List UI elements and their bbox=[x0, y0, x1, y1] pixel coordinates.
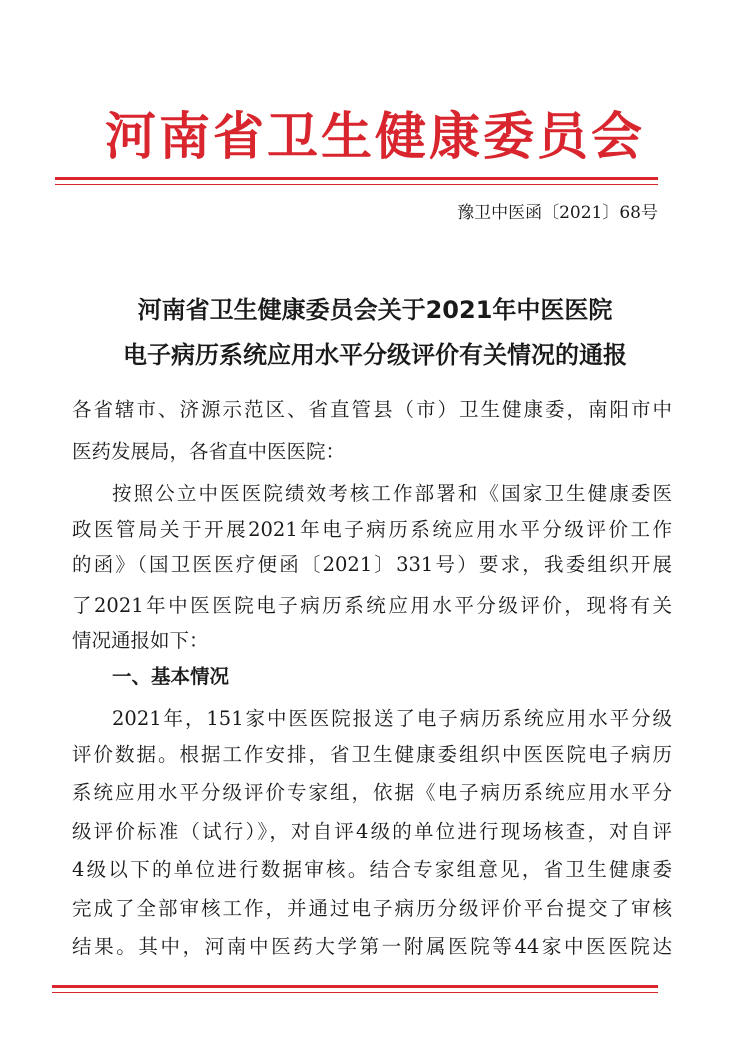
paragraph-line: 评价数据。根据工作安排，省卫生健康委组织中医医院电子病历 bbox=[72, 743, 672, 766]
section-heading: 一、基本情况 bbox=[112, 665, 230, 688]
paragraph-line: 系统应用水平分级评价专家组，依据《电子病历系统应用水平分 bbox=[72, 781, 672, 804]
paragraph-line: 2021年，151家中医医院报送了电子病历系统应用水平分级 bbox=[112, 707, 672, 730]
document-title-line-1: 河南省卫生健康委员会关于2021年中医医院 bbox=[137, 296, 613, 324]
issuer-masthead: 河南省卫生健康委员会 bbox=[104, 108, 645, 167]
paragraph-line: 完成了全部审核工作，并通过电子病历分级评价平台提交了审核 bbox=[72, 897, 672, 920]
paragraph-line: 级评价标准（试行）》，对自评4级的单位进行现场核查，对自评 bbox=[72, 820, 672, 843]
paragraph-line: 的函》（国卫医医疗便函〔2021〕331号）要求，我委组织开展 bbox=[72, 553, 672, 576]
paragraph-line: 按照公立中医医院绩效考核工作部署和《国家卫生健康委医 bbox=[112, 482, 672, 505]
paragraph-line: 结果。其中，河南中医药大学第一附属医院等44家中医医院达 bbox=[72, 935, 672, 958]
footer-rule-thin bbox=[52, 992, 658, 993]
document-title-line-2: 电子病历系统应用水平分级评价有关情况的通报 bbox=[123, 341, 627, 369]
paragraph-line: 政医管局关于开展2021年电子病历系统应用水平分级评价工作 bbox=[72, 518, 672, 541]
footer-rule-thick bbox=[52, 985, 658, 988]
paragraph-line: 4级以下的单位进行数据审核。结合专家组意见，省卫生健康委 bbox=[72, 858, 672, 881]
masthead-rule-thick bbox=[55, 177, 658, 180]
paragraph-line: 了2021年中医医院电子病历系统应用水平分级评价，现将有关 bbox=[72, 594, 672, 617]
addressee-line-1: 各省辖市、济源示范区、省直管县（市）卫生健康委，南阳市中 bbox=[72, 398, 672, 421]
masthead-rule-thin bbox=[55, 184, 658, 185]
paragraph-line: 情况通报如下： bbox=[72, 629, 209, 652]
document-number: 豫卫中医函〔2021〕68号 bbox=[457, 203, 658, 223]
addressee-line-2: 医药发展局，各省直中医医院： bbox=[72, 440, 346, 463]
